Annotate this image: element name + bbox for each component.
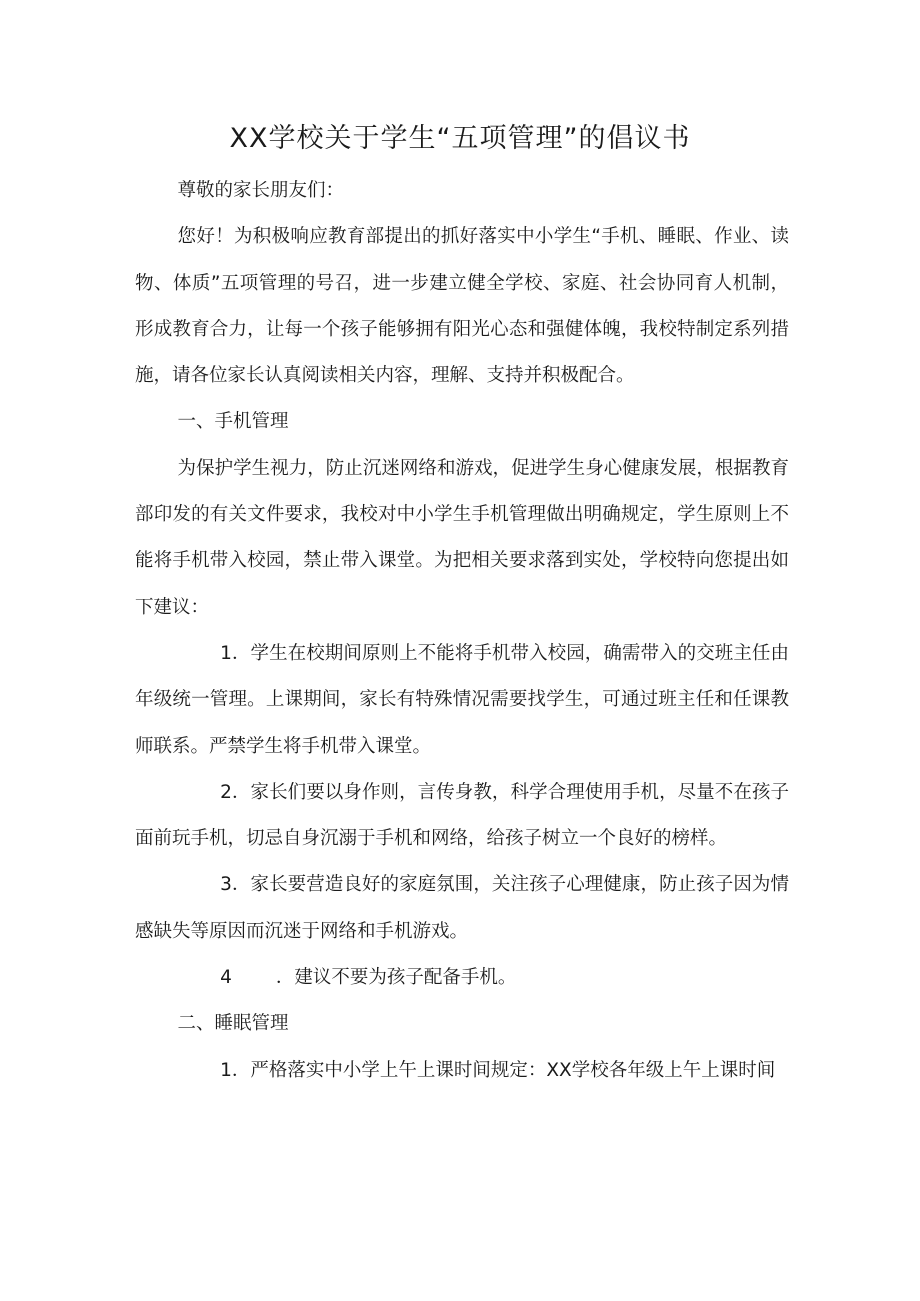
- phone-item-4: [135, 955, 789, 1001]
- item-number: 2: [220, 781, 232, 803]
- sleep-item-1: [135, 1048, 789, 1094]
- item-text: ．学生在校期间原则上不能将手机带入校园，确需带入的交班主任由年级统一管理。上课期间，家长有特殊情况需要找学生，可通过班主任和任课教师联系。严禁学生将手机带入课堂。: [135, 642, 789, 757]
- document-body: [135, 168, 789, 1094]
- phone-item-2: [135, 770, 789, 863]
- item-text: ．家长们要以身作则，言传身教，科学合理使用手机，尽量不在孩子面前玩手机，切忌自身沉溺于手机和网络，给孩子树立一个良好的榜样。: [135, 781, 789, 850]
- phone-item-3: [135, 862, 789, 955]
- item-text: ．严格落实中小学上午上课时间规定：XX学校各年级上午上课时间: [231, 1059, 776, 1081]
- item-text: ．家长要营造良好的家庭氛围，关注孩子心理健康，防止孩子因为情感缺失等原因而沉迷于网络和手机游戏。: [135, 874, 789, 942]
- phone-item-1: [135, 631, 789, 770]
- section-heading-phone: 一、手机管理: [177, 411, 289, 433]
- item-number: 3: [220, 874, 232, 896]
- item-number: 4: [220, 967, 232, 989]
- item-number: 1: [220, 1059, 232, 1081]
- intro-paragraph: 您好！为积极响应教育部提出的抓好落实中小学生“手机、睡眠、作业、读物、体质”五项管理的号召，进一步建立健全学校、家庭、社会协同育人机制，形成教育合力，让每一个孩子能够拥有阳光心态和强健体魄，我校特制定系列措施，请各位家长认真阅读相关内容，理解、支持并积极配合。: [135, 226, 789, 387]
- document-title: XX学校关于学生“五项管理”的倡议书: [229, 123, 691, 154]
- phone-paragraph: 为保护学生视力，防止沉迷网络和游戏，促进学生身心健康发展，根据教育部印发的有关文件要求，我校对中小学生手机管理做出明确规定，学生原则上不能将手机带入校园，禁止带入课堂。为把相关要求落到实处，学校特向您提出如下建议：: [135, 457, 789, 618]
- item-number: 1: [220, 642, 232, 664]
- salutation: 尊敬的家长朋友们：: [177, 180, 345, 201]
- item-text: ．建议不要为孩子配备手机。: [275, 967, 517, 989]
- section-heading-sleep: 二、睡眠管理: [177, 1013, 289, 1035]
